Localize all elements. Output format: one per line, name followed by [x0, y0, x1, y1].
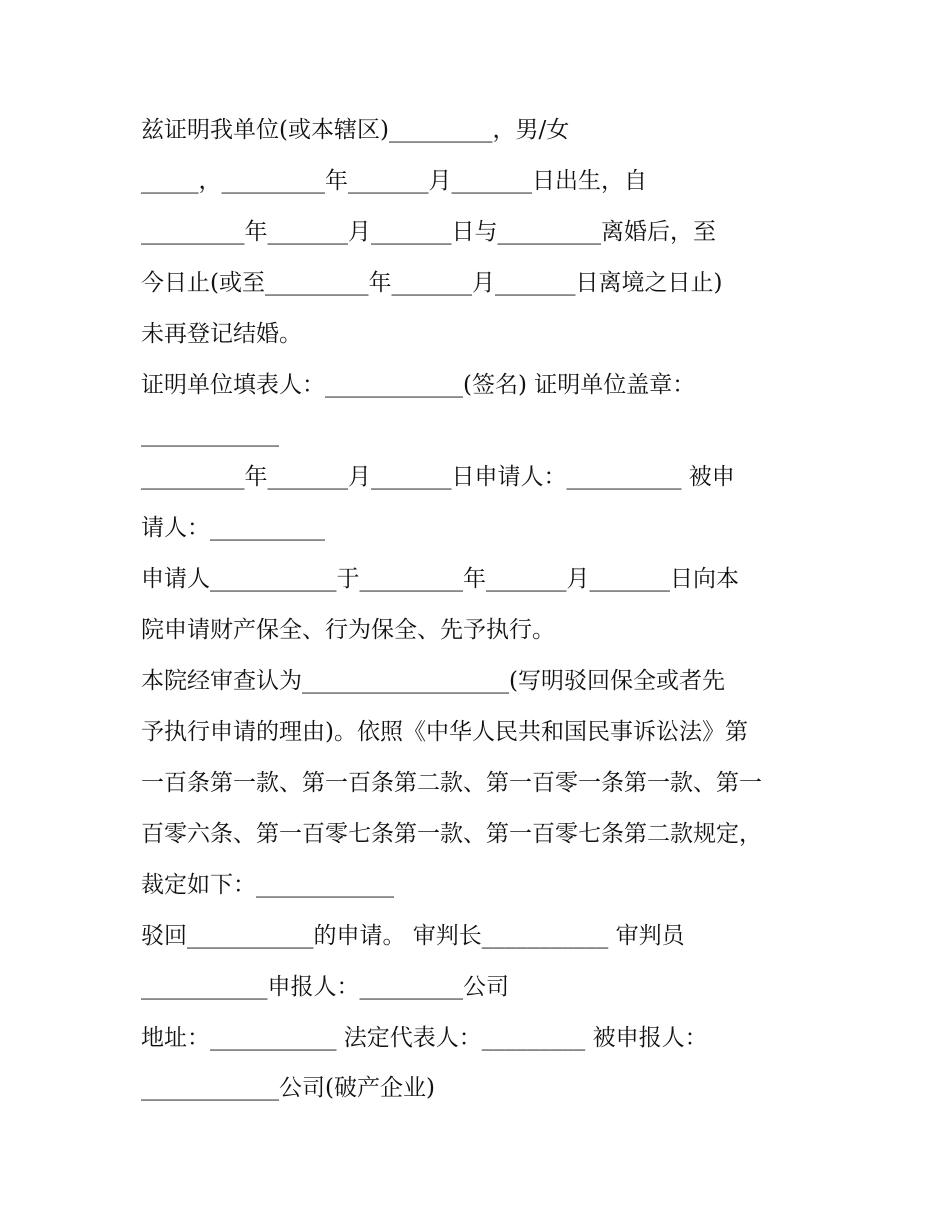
text-line-14: 一百条第一款、第一百条第二款、第一百零一条第一款、第一 — [141, 770, 762, 796]
text-line-8: _________年_______月_______日申请人：__________ 被申 — [141, 464, 735, 490]
text-line-5: 未再登记结婚。 — [141, 321, 302, 347]
text-line-9: 请人：__________ — [141, 515, 325, 541]
text-line-10: 申请人___________于_________年_______月_______日向本 — [141, 566, 739, 592]
text-line-16: 裁定如下：____________ — [141, 872, 394, 898]
text-line-20: ____________公司(破产企业) — [141, 1075, 435, 1101]
text-line-19: 地址：___________ 法定代表人：_________ 被申报人： — [141, 1025, 708, 1051]
text-line-4: 今日止(或至_________年_______月_______日离境之日止) — [141, 270, 723, 296]
text-line-18: ___________申报人：_________公司 — [141, 974, 509, 1000]
text-line-3: _________年_______月_______日与_________离婚后，至 — [141, 219, 716, 245]
text-line-15: 百零六条、第一百零七条第一款、第一百零七条第二款规定， — [141, 821, 762, 847]
text-line-11: 院申请财产保全、行为保全、先予执行。 — [141, 617, 555, 643]
text-line-13: 予执行申请的理由)。依照《中华人民共和国民事诉讼法》第 — [141, 719, 748, 745]
text-line-17: 驳回___________的申请。 审判长___________ 审判员 — [141, 923, 685, 949]
text-line-12: 本院经审查认为__________________(写明驳回保全或者先 — [141, 668, 725, 694]
text-line-7: ____________ — [141, 421, 279, 447]
text-line-1: 兹证明我单位(或本辖区)_________，男/女 — [141, 117, 570, 143]
text-line-2: _____，_________年_______月_______日出生，自 — [141, 168, 647, 194]
text-line-6: 证明单位填表人：____________(签名) 证明单位盖章： — [141, 372, 696, 398]
